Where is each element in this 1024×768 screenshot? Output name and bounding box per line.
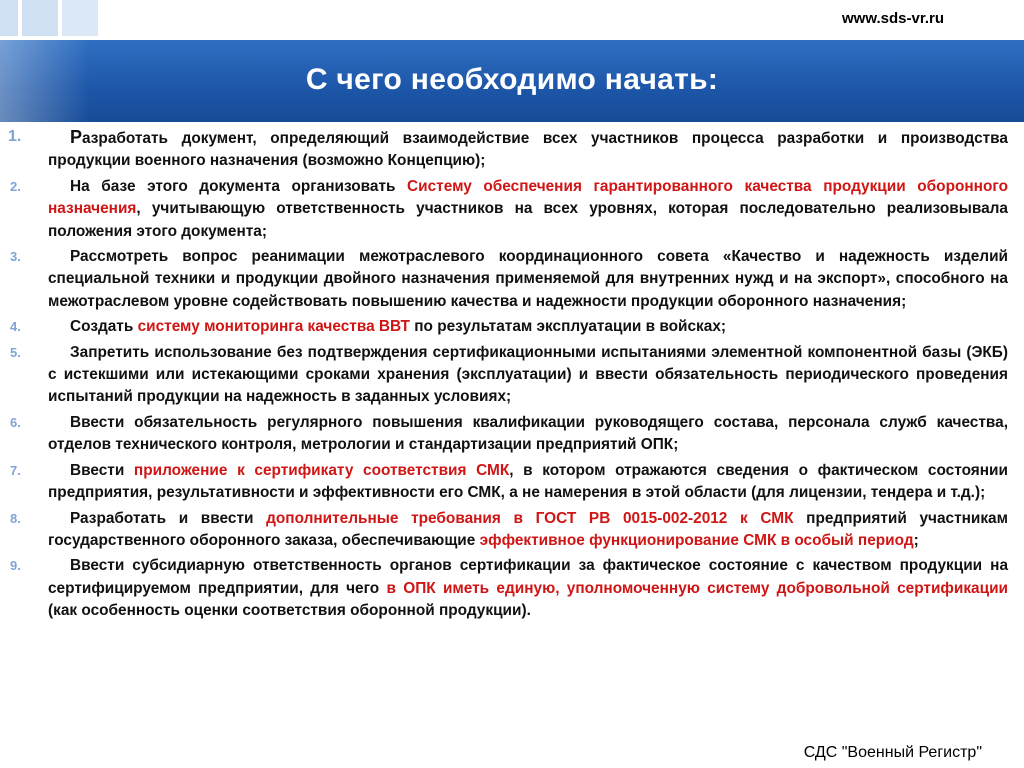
list-item [8, 316, 1008, 338]
site-url: www.sds-vr.ru [842, 10, 944, 27]
list-item [8, 126, 1008, 173]
highlighted-text: дополнительные требования в ГОСТ РВ 0015-002-2012 к СМК [266, 509, 794, 527]
list-item-text [48, 508, 1008, 553]
list-item-number: 7. [10, 462, 21, 478]
list-item-text [48, 126, 1008, 173]
body-text: Рассмотреть вопрос реанимации межотраслевого координационного совета «Качество и надежность изделий специальной техники и продукции двойного назначения применяемой для внутренних нужд и на экспорт», способного на межотраслевом уровне содействовать повышению качества и надежности продукции оборонного назначения; [48, 248, 1008, 310]
requirements-list [8, 126, 1008, 626]
list-item [8, 176, 1008, 243]
list-item-text [48, 246, 1008, 313]
list-item-number: 2. [10, 178, 21, 194]
list-item-text [48, 460, 1008, 505]
highlighted-text: в ОПК иметь единую, уполномоченную систему добровольной сертификации [386, 579, 1009, 597]
list-item-text [48, 555, 1008, 622]
body-text: азработать документ, определяющий взаимодействие всех участников процесса разработки и производства продукции военного назначения (возможно Концепцию); [48, 130, 1008, 170]
list-item-number: 3. [10, 249, 21, 265]
list-item-text [48, 316, 1008, 338]
body-text: (как особенность оценки соответствия оборонной продукции). [48, 602, 531, 620]
list-item-number: 8. [10, 510, 21, 526]
body-text: предприятий участникам государственного оборонного заказа, обеспечивающие [48, 509, 1009, 549]
body-text: Запретить использование без подтверждения сертификационными испытаниями элементной компонентной базы (ЭКБ) с истекшими или истекающими сроками хранения (эксплуатации) и ввести обязательность периодического проведения испытаний продукции на надежность в заданных условиях; [48, 343, 1008, 406]
list-item-lead-letter: Р [70, 127, 83, 147]
list-item [8, 412, 1008, 457]
list-item-number: 5. [10, 344, 21, 360]
footer-organization: СДС "Военный Регистр" [803, 744, 982, 761]
body-text: На базе этого документа организовать [70, 177, 408, 195]
list-item [8, 508, 1008, 553]
list-item-text [48, 412, 1008, 457]
list-item-text [48, 342, 1008, 409]
list-item-number: 9. [10, 558, 21, 574]
body-text: Ввести [70, 461, 134, 479]
list-item [8, 460, 1008, 505]
highlighted-text: систему мониторинга качества ВВТ [137, 318, 410, 336]
body-text: Ввести субсидиарную ответственность органов сертификации за фактическое состояние с качеством продукции на сертифицируемом предприятии, для чего [48, 557, 1008, 597]
body-text: Ввести обязательность регулярного повышения квалификации руководящего состава, персонала служб качества, отделов технического контроля, метрологии и стандартизации предприятий ОПК; [48, 413, 1008, 454]
body-text: , в котором отражаются сведения о фактическом состоянии предприятия, результативности и эффективности его СМК, а не намерения в этой области (для лицензии, тендера и т.д.); [48, 461, 1008, 502]
list-item [8, 246, 1008, 313]
list-item-text [48, 176, 1008, 243]
list-item-number: 1. [8, 128, 22, 145]
highlighted-text: приложение к сертификату соответствия СМК [133, 461, 510, 479]
page-title: С чего необходимо начать: [305, 63, 719, 96]
body-text: , учитывающую ответственность участников на всех уровнях, которая последовательно реализовывала положения этого документа; [48, 200, 1008, 240]
body-text: Создать [70, 318, 138, 336]
highlighted-text: эффективное функционирование СМК в особый период [479, 531, 914, 549]
list-item-number: 4. [10, 319, 21, 335]
body-text: Разработать и ввести [70, 509, 267, 527]
list-item-number: 6. [10, 414, 21, 430]
list-item [8, 555, 1008, 622]
body-text: по результатам эксплуатации в войсках; [409, 318, 727, 336]
highlighted-text: Систему обеспечения гарантированного качества продукции оборонного назначения [48, 177, 1008, 218]
list-item [8, 342, 1008, 409]
body-text: ; [913, 531, 919, 549]
